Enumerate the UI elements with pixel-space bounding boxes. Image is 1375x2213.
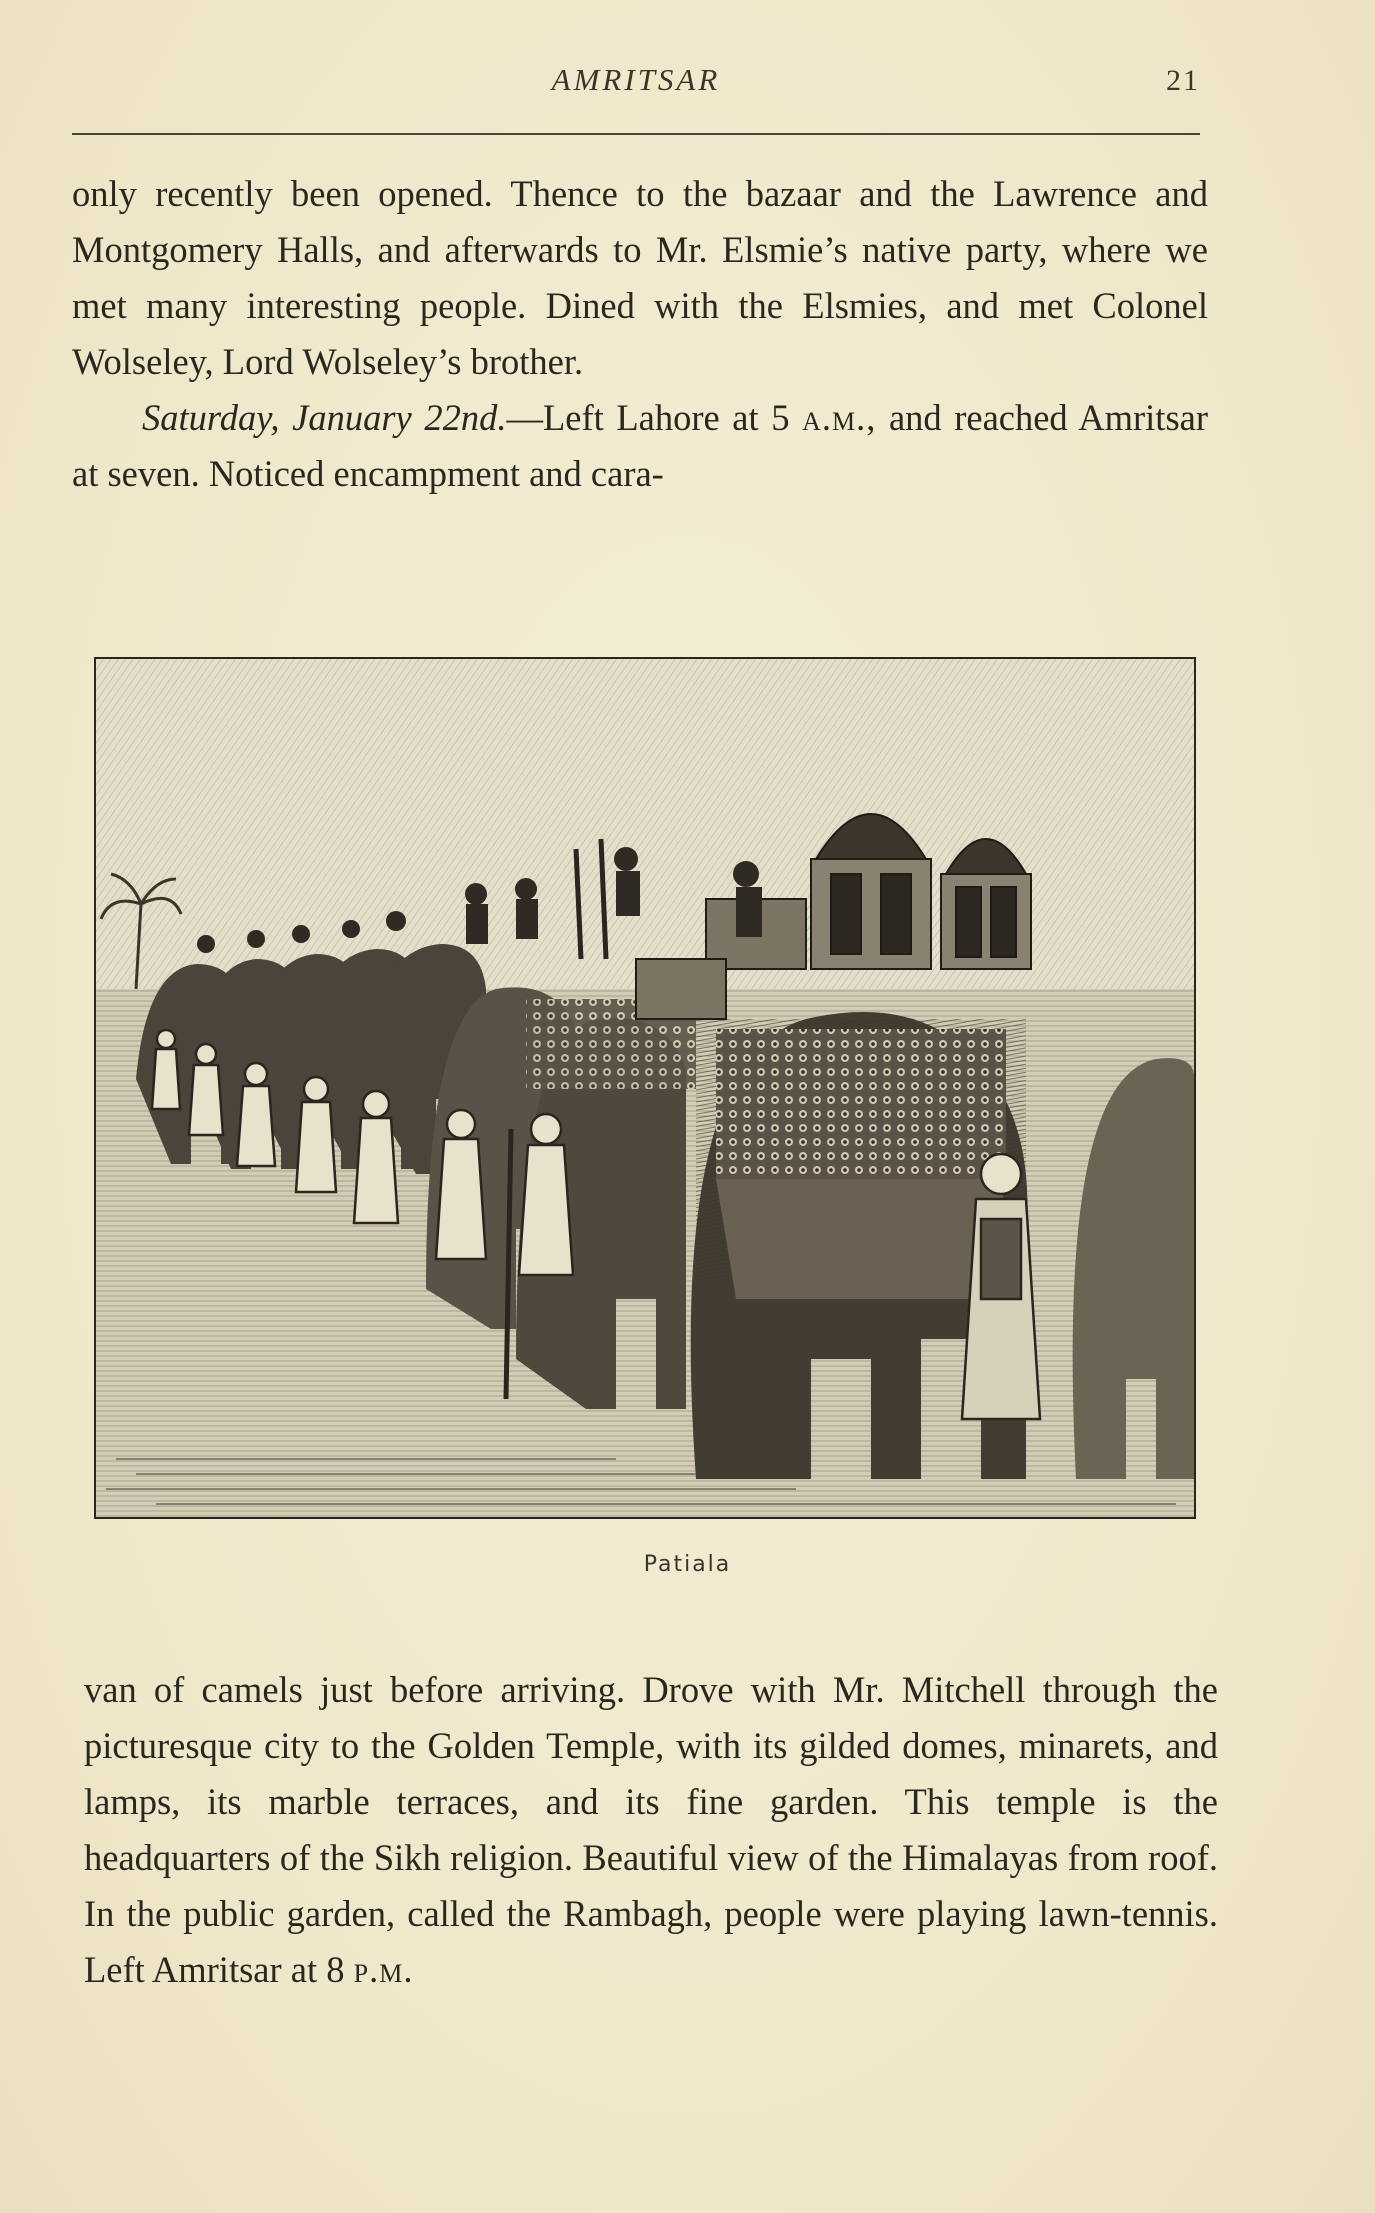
running-head xyxy=(72,62,1200,112)
engraving-frame xyxy=(94,657,1196,1519)
paragraph-text: and reached Amritsar at seven. Noticed encampment and cara- xyxy=(72,397,1209,494)
paragraph-saturday xyxy=(72,390,1208,502)
running-title: AMRITSAR xyxy=(551,62,721,97)
elephant-procession-illustration xyxy=(96,659,1194,1517)
date-heading: Saturday, January 22nd. xyxy=(142,397,507,438)
engraving-figure xyxy=(94,657,1196,1519)
bottom-text-block xyxy=(84,1662,1218,1998)
time-label: a.m., xyxy=(802,397,877,438)
top-text-block xyxy=(72,166,1208,502)
paragraph-text: van of camels just before arriving. Drove with Mr. Mitchell through the picturesque city to the Golden Temple, with its gilded domes, minarets, and lamps, its marble terraces, and its fine garden. This temple is the headquarters of the Sikh religion. Beautiful view of the Himalayas from roof. In the public garden, called the Rambagh, people were playing lawn-tennis. Left Amritsar at 8 xyxy=(84,1669,1218,1990)
paragraph-text: —Left Lahore at 5 xyxy=(506,397,790,438)
figure-caption: Patiala xyxy=(643,1552,732,1577)
paragraph-continuation: only recently been opened. Thence to the bazaar and the Lawrence and Montgomery Halls, and afterwards to Mr. Elsmie’s native party, where we met many interesting people. Dined with the Elsmies, and met Colonel Wolseley, Lord Wolseley’s brother. xyxy=(72,173,1208,382)
paragraph-golden-temple xyxy=(84,1662,1218,1998)
time-label: p.m. xyxy=(353,1949,414,1990)
header-rule xyxy=(72,133,1200,135)
page-number: 21 xyxy=(1166,64,1200,97)
